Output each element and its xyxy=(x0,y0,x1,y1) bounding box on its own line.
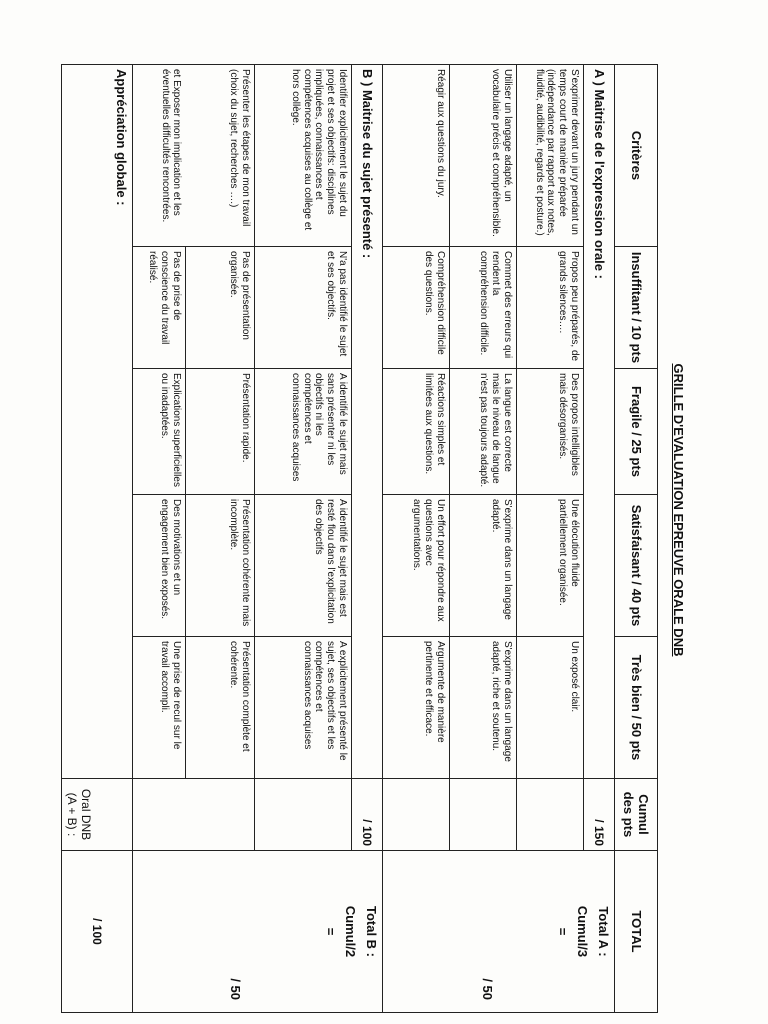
insuffisant-cell: Commet des erreurs qui rendent la compréhension difficile. xyxy=(450,247,517,369)
tres-bien-cell: S'exprime dans un langage adapté, riche et soutenu. xyxy=(450,637,517,779)
insuffisant-cell: Compréhension difficile des questions. xyxy=(383,247,450,369)
fragile-cell: Explications superficielles ou inadaptées. xyxy=(133,369,186,495)
header-fragile: Fragile / 25 pts xyxy=(615,369,658,495)
tres-bien-cell: Une prise de recul sur le travail accompli. xyxy=(133,637,186,779)
section-a-total-cell xyxy=(383,851,615,1013)
oral-dnb-label: Oral DNB xyxy=(79,788,94,841)
header-satisfaisant: Satisfaisant / 40 pts xyxy=(615,495,658,637)
header-insuffisant: Insuffitant / 10 pts xyxy=(615,247,658,369)
cumul-input-cell[interactable] xyxy=(517,779,584,851)
tres-bien-cell: Argumente de manière pertinente et efficace. xyxy=(383,637,450,779)
satisfaisant-cell: A identifié le sujet mais est resté flou dans l'explicitation des objectifs xyxy=(255,495,352,637)
insuffisant-cell: N'a pas identifié le sujet et ses objectifs. xyxy=(255,247,352,369)
cumul2-label: Cumul/2 xyxy=(342,905,358,958)
cumul-input-cell[interactable] xyxy=(383,779,450,851)
section-a-label: A ) Maitrise de l'expression orale : xyxy=(584,65,615,779)
cumul3-eq: = xyxy=(555,927,571,936)
cumul-input-cell[interactable] xyxy=(133,779,255,851)
insuffisant-cell: Pas de présentation organisée. xyxy=(186,247,255,369)
total-b-label: Total B : xyxy=(364,905,379,958)
section-b-cumul: / 100 xyxy=(352,779,383,851)
cumul2-value: / 50 xyxy=(228,978,244,1000)
header-total: TOTAL xyxy=(615,851,658,1013)
critere-cell: Réagir aux questions du jury. xyxy=(383,65,450,247)
evaluation-grid-frame xyxy=(65,64,658,1012)
critere-cell: Utiliser un langage adapté, un vocabulaire précis et compréhensible. xyxy=(450,65,517,247)
critere-cell: Identifier explicitement le sujet du projet et ses objectifs: disciplines impliquées, connaissances et compétences acquises au collège et hors collège. xyxy=(255,65,352,247)
fragile-cell: Présentation rapide. xyxy=(186,369,255,495)
fragile-cell: Des propos intelligibles mais désorganisés. xyxy=(517,369,584,495)
oral-dnb-formula: (A + B) : xyxy=(65,792,80,837)
insuffisant-cell: Propos peu préparés, de grands silences…. xyxy=(517,247,584,369)
page-title: GRILLE D'EVALUATION EPREUVE ORALE DNB xyxy=(671,363,686,657)
insuffisant-cell: Pas de prise de conscience du travail réalisé. xyxy=(133,247,186,369)
tres-bien-cell: A explicitement présenté le sujet, ses objectifs et les compétences et connaissances acquises xyxy=(255,637,352,779)
fragile-cell: La langue est correcte mais le niveau de langue n'est pas toujours adapté. xyxy=(450,369,517,495)
tres-bien-cell: Présentation complète et cohérente. xyxy=(186,637,255,779)
satisfaisant-cell: Présentation cohérente mais incomplète. xyxy=(186,495,255,637)
header-cumul: Cumul des pts xyxy=(615,779,658,851)
cumul-input-cell[interactable] xyxy=(255,779,352,851)
cumul2-eq: = xyxy=(323,927,339,936)
evaluation-table xyxy=(61,64,658,1013)
header-row xyxy=(615,65,658,1013)
cumul3-value: / 50 xyxy=(480,978,496,1000)
final-total: / 100 xyxy=(62,851,133,1013)
section-a-header-row xyxy=(584,65,615,1013)
critere-cell: Présenter les étapes de mon travail (choix du sujet, recherches ….) xyxy=(186,65,255,247)
header-tres-bien: Très bien / 50 pts xyxy=(615,637,658,779)
satisfaisant-cell: Une élocution fluide partiellement organisée. xyxy=(517,495,584,637)
critere-cell: et Exposer mon implication et les éventuelles difficultés rencontrées. xyxy=(133,65,186,247)
satisfaisant-cell: Des motivations et un engagement bien exposés. xyxy=(133,495,186,637)
cumul-input-cell[interactable] xyxy=(450,779,517,851)
section-b-total-cell xyxy=(133,851,383,1013)
cumul3-label: Cumul/3 xyxy=(574,905,590,958)
appreciation-label: Appréciation globale : xyxy=(62,65,133,779)
tres-bien-cell: Un exposé clair. xyxy=(517,637,584,779)
section-b-header-row xyxy=(352,65,383,1013)
satisfaisant-cell: S'exprime dans un langage adapté. xyxy=(450,495,517,637)
final-row xyxy=(62,65,133,1013)
fragile-cell: A identifié le sujet mais sans présenter ni les objectifs ni les compétences et connaissances acquises xyxy=(255,369,352,495)
satisfaisant-cell: Un effort pour répondre aux questions avec argumentations. xyxy=(383,495,450,637)
fragile-cell: Réactions simples et limitées aux questions. xyxy=(383,369,450,495)
critere-cell: S'exprimer devant un jury pendant un temps court de manière préparée (indépendance par rapport aux notes, fluidité, audibilité, regards et posture.) xyxy=(517,65,584,247)
section-b-label: B ) Maitrise du sujet présenté : xyxy=(352,65,383,779)
evaluation-grid xyxy=(65,64,658,1012)
total-a-label: Total A : xyxy=(596,906,611,957)
section-a-cumul: / 150 xyxy=(584,779,615,851)
oral-dnb-cell xyxy=(62,779,133,851)
header-criteres: Critères xyxy=(615,65,658,247)
